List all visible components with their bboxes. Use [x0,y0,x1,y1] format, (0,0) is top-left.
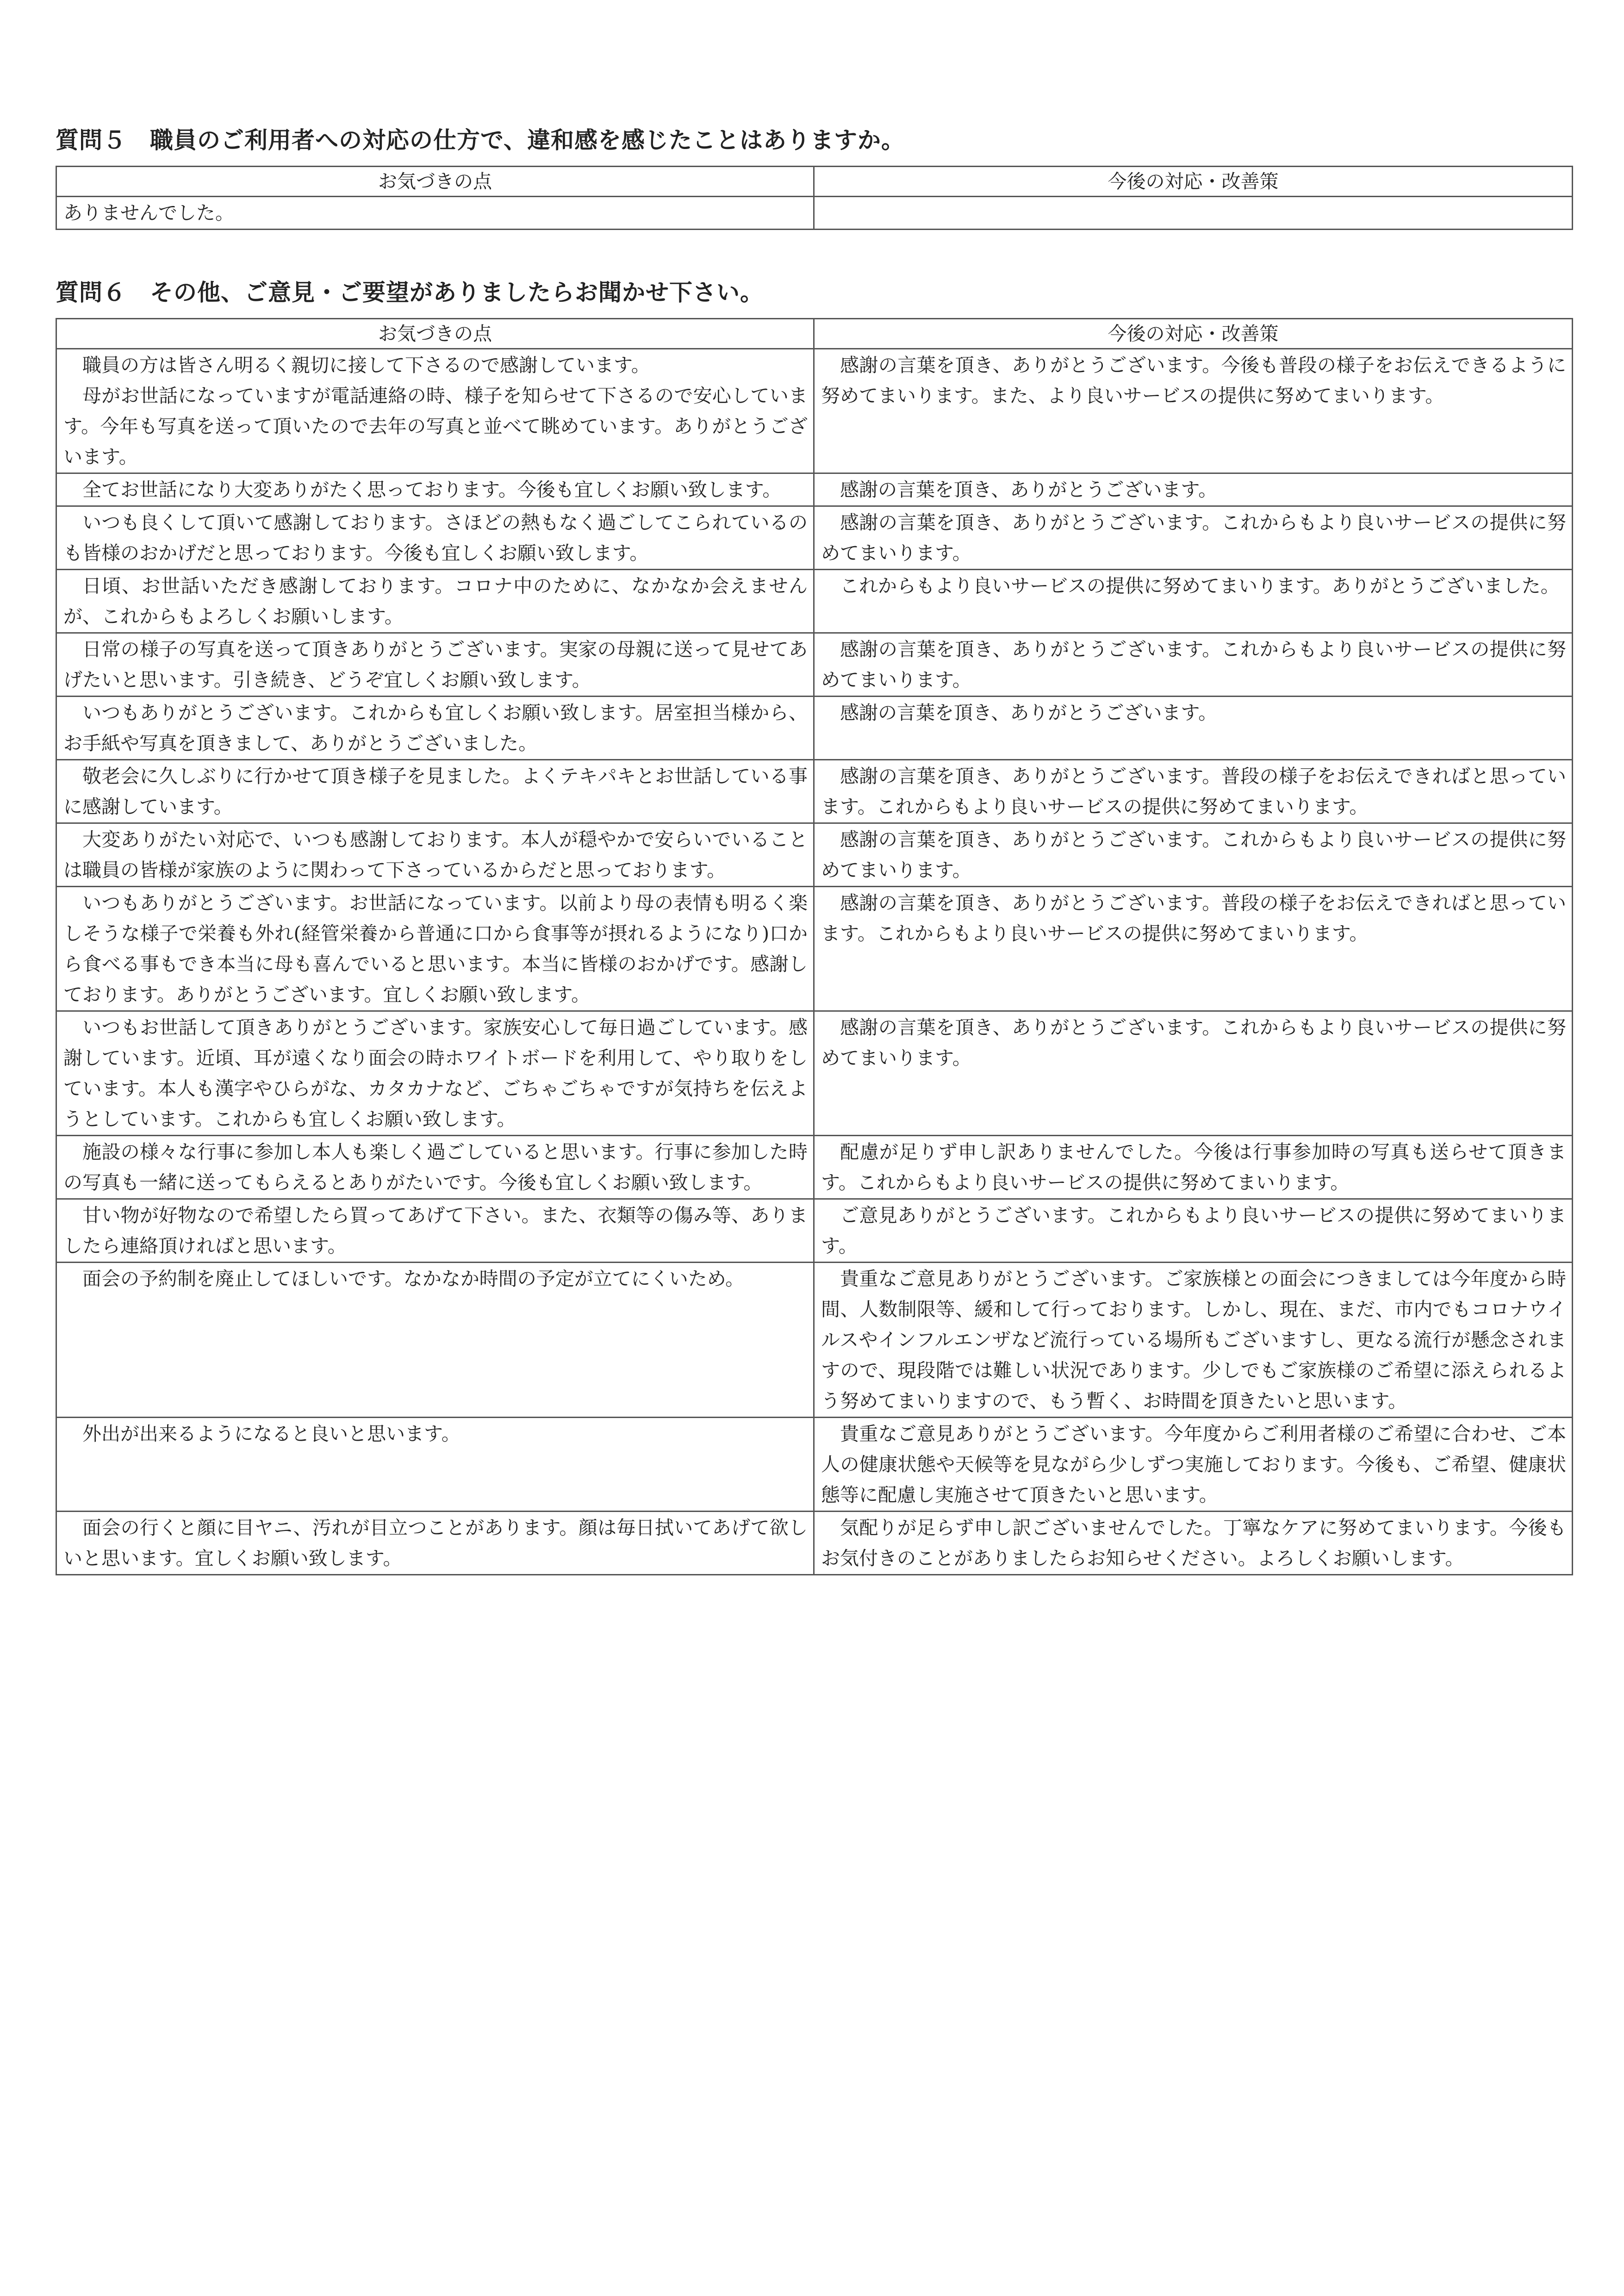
response-cell: ご意見ありがとうございます。これからもより良いサービスの提供に努めてまいります。 [814,1199,1573,1263]
table-row [56,823,1573,887]
notice-cell: いつもありがとうございます。お世話になっています。以前より母の表情も明るく楽しそうな様子で栄養も外れ(経管栄養から普通に口から食事等が摂れるようになり)口から食べる事もでき本当に母も喜んでいると思います。本当に皆様のおかげです。感謝しております。ありがとうございます。宜しくお願い致します。 [56,887,814,1011]
question-5-table [56,166,1573,230]
question-6-title: 質問６ その他、ご意見・ご要望がありましたらお聞かせ下さい。 [56,279,764,306]
response-cell: 感謝の言葉を頂き、ありがとうございます。普段の様子をお伝えできればと思っています。これからもより良いサービスの提供に努めてまいります。 [814,887,1573,1011]
notice-cell: 面会の行くと顔に目ヤニ、汚れが目立つことがあります。顔は毎日拭いてあげて欲しいと思います。宜しくお願い致します。 [56,1512,814,1575]
response-cell: 感謝の言葉を頂き、ありがとうございます。 [814,473,1573,506]
response-cell: 感謝の言葉を頂き、ありがとうございます。これからもより良いサービスの提供に努めてまいります。 [814,633,1573,697]
table-row [56,887,1573,1011]
notice-cell: 大変ありがたい対応で、いつも感謝しております。本人が穏やかで安らいでいることは職員の皆様が家族のように関わって下さっているからだと思っております。 [56,823,814,887]
response-cell: 貴重なご意見ありがとうございます。ご家族様との面会につきましては今年度から時間、人数制限等、緩和して行っております。しかし、現在、まだ、市内でもコロナウイルスやインフルエンザなど流行っている場所もございますし、更なる流行が懸念されますので、現段階では難しい状況であります。少しでもご家族様のご希望に添えられるよう努めてまいりますので、もう暫く、お時間を頂きたいと思います。 [814,1263,1573,1418]
table-row [56,1199,1573,1263]
response-cell: 感謝の言葉を頂き、ありがとうございます。 [814,697,1573,760]
notice-cell: 外出が出来るようになると良いと思います。 [56,1418,814,1512]
question-6-table [56,318,1573,1575]
table-row [56,697,1573,760]
response-cell [814,197,1573,230]
table-row [56,633,1573,697]
table-row [56,506,1573,570]
response-cell: 貴重なご意見ありがとうございます。今年度からご利用者様のご希望に合わせ、ご本人の健康状態や天候等を見ながら少しずつ実施しております。今後も、ご希望、健康状態等に配慮し実施させて頂きたいと思います。 [814,1418,1573,1512]
notice-cell: 面会の予約制を廃止してほしいです。なかなか時間の予定が立てにくいため。 [56,1263,814,1418]
table-row [56,1512,1573,1575]
notice-cell: いつもありがとうございます。これからも宜しくお願い致します。居室担当様から、お手紙や写真を頂きまして、ありがとうございました。 [56,697,814,760]
table-row [56,1011,1573,1136]
table-row [56,1418,1573,1512]
notice-cell: ありませんでした。 [56,197,814,230]
response-cell: 感謝の言葉を頂き、ありがとうございます。これからもより良いサービスの提供に努めてまいります。 [814,506,1573,570]
header-notice-points: お気づきの点 [56,319,814,349]
table-row [56,570,1573,633]
header-response-measures: 今後の対応・改善策 [814,167,1573,197]
notice-cell: いつもお世話して頂きありがとうございます。家族安心して毎日過ごしています。感謝しています。近頃、耳が遠くなり面会の時ホワイトボードを利用して、やり取りをしています。本人も漢字やひらがな、カタカナなど、ごちゃごちゃですが気持ちを伝えようとしています。これからも宜しくお願い致します。 [56,1011,814,1136]
document-page [56,125,1572,1575]
response-cell: 気配りが足らず申し訳ございませんでした。丁寧なケアに努めてまいります。今後もお気付きのことがありましたらお知らせください。よろしくお願いします。 [814,1512,1573,1575]
response-cell: 感謝の言葉を頂き、ありがとうございます。今後も普段の様子をお伝えできるように努めてまいります。また、より良いサービスの提供に努めてまいります。 [814,349,1573,473]
table-header-row [56,319,1573,349]
table-row [56,760,1573,823]
response-cell: 配慮が足りず申し訳ありませんでした。今後は行事参加時の写真も送らせて頂きます。これからもより良いサービスの提供に努めてまいります。 [814,1136,1573,1199]
table-row [56,349,1573,473]
notice-cell: 施設の様々な行事に参加し本人も楽しく過ごしていると思います。行事に参加した時の写真も一緒に送ってもらえるとありがたいです。今後も宜しくお願い致します。 [56,1136,814,1199]
response-cell: 感謝の言葉を頂き、ありがとうございます。普段の様子をお伝えできればと思っています。これからもより良いサービスの提供に努めてまいります。 [814,760,1573,823]
notice-cell: 日頃、お世話いただき感謝しております。コロナ中のために、なかなか会えませんが、これからもよろしくお願いします。 [56,570,814,633]
notice-cell: 日常の様子の写真を送って頂きありがとうございます。実家の母親に送って見せてあげたいと思います。引き続き、どうぞ宜しくお願い致します。 [56,633,814,697]
notice-cell: 全てお世話になり大変ありがたく思っております。今後も宜しくお願い致します。 [56,473,814,506]
table-row [56,1136,1573,1199]
question-5-title: 質問５ 職員のご利用者への対応の仕方で、違和感を感じたことはありますか。 [56,127,905,154]
response-cell: これからもより良いサービスの提供に努めてまいります。ありがとうございました。 [814,570,1573,633]
response-cell: 感謝の言葉を頂き、ありがとうございます。これからもより良いサービスの提供に努めてまいります。 [814,823,1573,887]
header-response-measures: 今後の対応・改善策 [814,319,1573,349]
response-cell: 感謝の言葉を頂き、ありがとうございます。これからもより良いサービスの提供に努めてまいります。 [814,1011,1573,1136]
notice-cell: いつも良くして頂いて感謝しております。さほどの熱もなく過ごしてこられているのも皆様のおかげだと思っております。今後も宜しくお願い致します。 [56,506,814,570]
table-row [56,1263,1573,1418]
table-row [56,473,1573,506]
header-notice-points: お気づきの点 [56,167,814,197]
notice-cell: 甘い物が好物なので希望したら買ってあげて下さい。また、衣類等の傷み等、ありましたら連絡頂ければと思います。 [56,1199,814,1263]
notice-cell: 敬老会に久しぶりに行かせて頂き様子を見ました。よくテキパキとお世話している事に感謝しています。 [56,760,814,823]
table-row [56,197,1573,230]
table-header-row [56,167,1573,197]
notice-cell: 職員の方は皆さん明るく親切に接して下さるので感謝しています。 母がお世話になっていますが電話連絡の時、様子を知らせて下さるので安心しています。今年も写真を送って頂いたので去年の写真と並べて眺めています。ありがとうございます。 [56,349,814,473]
